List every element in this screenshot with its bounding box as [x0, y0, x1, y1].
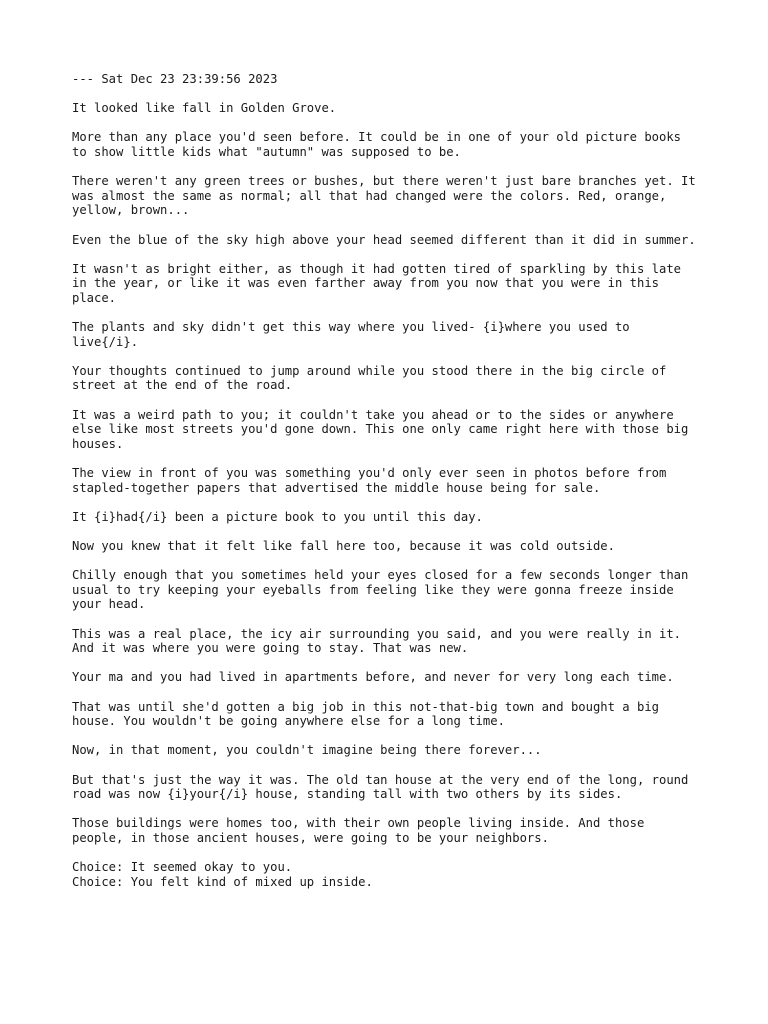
paragraph: The plants and sky didn't get this way where you lived- {i}where you used to live{/i}.: [72, 320, 637, 349]
choice-list: [72, 860, 696, 889]
paragraph: It looked like fall in Golden Grove.: [72, 101, 337, 116]
paragraph: Now, in that moment, you couldn't imagine being there forever...: [72, 743, 542, 758]
choice-item: Choice: It seemed okay to you.: [72, 860, 293, 875]
paragraph: That was until she'd gotten a big job in this not-that-big town and bought a big house. You wouldn't be going anywhere else for a long time.: [72, 699, 667, 729]
paragraph: It was a weird path to you; it couldn't take you ahead or to the sides or anywhere else like most streets you'd gone down. This one only came right here with those big houses.: [72, 407, 696, 451]
paragraph: Your ma and you had lived in apartments before, and never for very long each time.: [72, 670, 674, 685]
document-page: [72, 72, 704, 889]
paragraph: Even the blue of the sky high above your head seemed different than it did in summer.: [72, 232, 696, 247]
paragraph: This was a real place, the icy air surrounding you said, and you were really in it. And it was where you were going to stay. That was new.: [72, 626, 689, 656]
paragraph: But that's just the way it was. The old tan house at the very end of the long, round road was now {i}your{/i} house, standing tall with two others by its sides.: [72, 772, 696, 802]
paragraph: Those buildings were homes too, with their own people living inside. And those people, in those ancient houses, were going to be your neighbors.: [72, 816, 652, 845]
paragraph: Now you knew that it felt like fall here too, because it was cold outside.: [72, 539, 615, 553]
paragraph: There weren't any green trees or bushes, but there weren't just bare branches yet. It was almost the same as normal; all that had changed were the colors. Red, orange, yellow, brown...: [72, 174, 704, 218]
paragraph: Chilly enough that you sometimes held your eyes closed for a few seconds longer than usual to try keeping your eyeballs from feeling like they were gonna freeze inside your head.: [72, 568, 696, 612]
paragraph: It wasn't as bright either, as though it had gotten tired of sparkling by this late in the year, or like it was even farther away from you now that you were in this place.: [72, 261, 689, 305]
paragraph: The view in front of you was something you'd only ever seen in photos before from stapled-together papers that advertised the middle house being for sale.: [72, 466, 674, 495]
paragraph: It {i}had{/i} been a picture book to you until this day.: [72, 509, 483, 524]
timestamp-header: --- Sat Dec 23 23:39:56 2023: [72, 72, 278, 86]
paragraph: More than any place you'd seen before. It could be in one of your old picture books to show little kids what "autumn" was supposed to be.: [72, 130, 689, 159]
choice-item: Choice: You felt kind of mixed up inside.: [72, 874, 373, 889]
paragraph: Your thoughts continued to jump around while you stood there in the big circle of street at the end of the road.: [72, 363, 674, 393]
